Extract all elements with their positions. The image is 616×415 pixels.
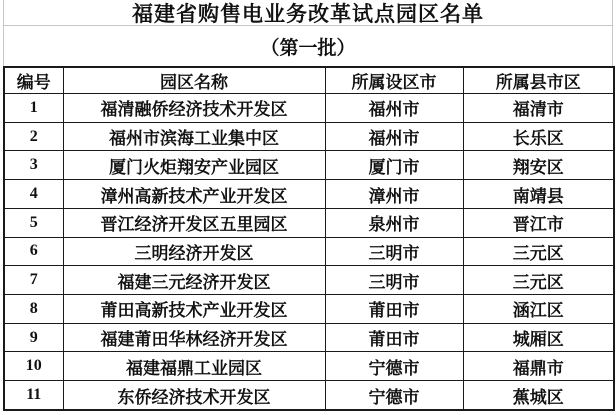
cell-city: 莆田市 [325, 295, 463, 324]
table-row [4, 237, 614, 266]
cell-park-name: 莆田高新技术产业开发区 [63, 295, 325, 324]
cell-no: 1 [4, 94, 63, 123]
table-row [4, 295, 614, 324]
cell-no: 6 [4, 237, 63, 266]
table-row [4, 122, 614, 151]
table-row [4, 352, 614, 381]
table-row [4, 381, 614, 410]
table-row [4, 94, 614, 123]
cell-park-name: 厦门火炬翔安产业园区 [63, 151, 325, 180]
cell-no: 9 [4, 323, 63, 352]
cell-county: 三元区 [463, 237, 614, 266]
cell-no: 11 [4, 381, 63, 410]
cell-park-name: 福建福鼎工业园区 [63, 352, 325, 381]
column-header-no: 编号 [4, 67, 63, 94]
cell-no: 7 [4, 266, 63, 295]
cell-city: 三明市 [325, 237, 463, 266]
cell-no: 10 [4, 352, 63, 381]
table-row [4, 323, 614, 352]
table-header-row [4, 67, 614, 94]
parks-table [3, 66, 615, 411]
cell-no: 5 [4, 208, 63, 237]
cell-city: 三明市 [325, 266, 463, 295]
column-header-county: 所属县市区 [463, 67, 614, 94]
cell-city: 莆田市 [325, 323, 463, 352]
table-row [4, 151, 614, 180]
cell-park-name: 福建莆田华林经济开发区 [63, 323, 325, 352]
page-subtitle: （第一批） [260, 37, 356, 59]
cell-county: 三元区 [463, 266, 614, 295]
cell-city: 宁德市 [325, 352, 463, 381]
cell-city: 福州市 [325, 94, 463, 123]
cell-county: 福清市 [463, 94, 614, 123]
cell-city: 福州市 [325, 122, 463, 151]
cell-no: 3 [4, 151, 63, 180]
cell-county: 城厢区 [463, 323, 614, 352]
cell-park-name: 漳州高新技术产业开发区 [63, 180, 325, 209]
cell-no: 8 [4, 295, 63, 324]
column-header-city: 所属设区市 [325, 67, 463, 94]
cell-city: 宁德市 [325, 381, 463, 410]
title-area [3, 0, 613, 66]
cell-county: 福鼎市 [463, 352, 614, 381]
cell-city: 漳州市 [325, 180, 463, 209]
cell-park-name: 晋江经济开发区五里园区 [63, 208, 325, 237]
cell-county: 蕉城区 [463, 381, 614, 410]
table-row [4, 266, 614, 295]
cell-county: 晋江市 [463, 208, 614, 237]
cell-city: 厦门市 [325, 151, 463, 180]
cell-park-name: 福建三元经济开发区 [63, 266, 325, 295]
cell-city: 泉州市 [325, 208, 463, 237]
cell-park-name: 三明经济开发区 [63, 237, 325, 266]
cell-no: 4 [4, 180, 63, 209]
table-row [4, 180, 614, 209]
table-row [4, 208, 614, 237]
cell-park-name: 东侨经济技术开发区 [63, 381, 325, 410]
cell-park-name: 福州市滨海工业集中区 [63, 122, 325, 151]
cell-county: 涵江区 [463, 295, 614, 324]
page-title: 福建省购售电业务改革试点园区名单 [4, 0, 612, 26]
cell-park-name: 福清融侨经济技术开发区 [63, 94, 325, 123]
cell-county: 南靖县 [463, 180, 614, 209]
cell-no: 2 [4, 122, 63, 151]
column-header-park: 园区名称 [63, 67, 325, 94]
cell-county: 翔安区 [463, 151, 614, 180]
cell-county: 长乐区 [463, 122, 614, 151]
